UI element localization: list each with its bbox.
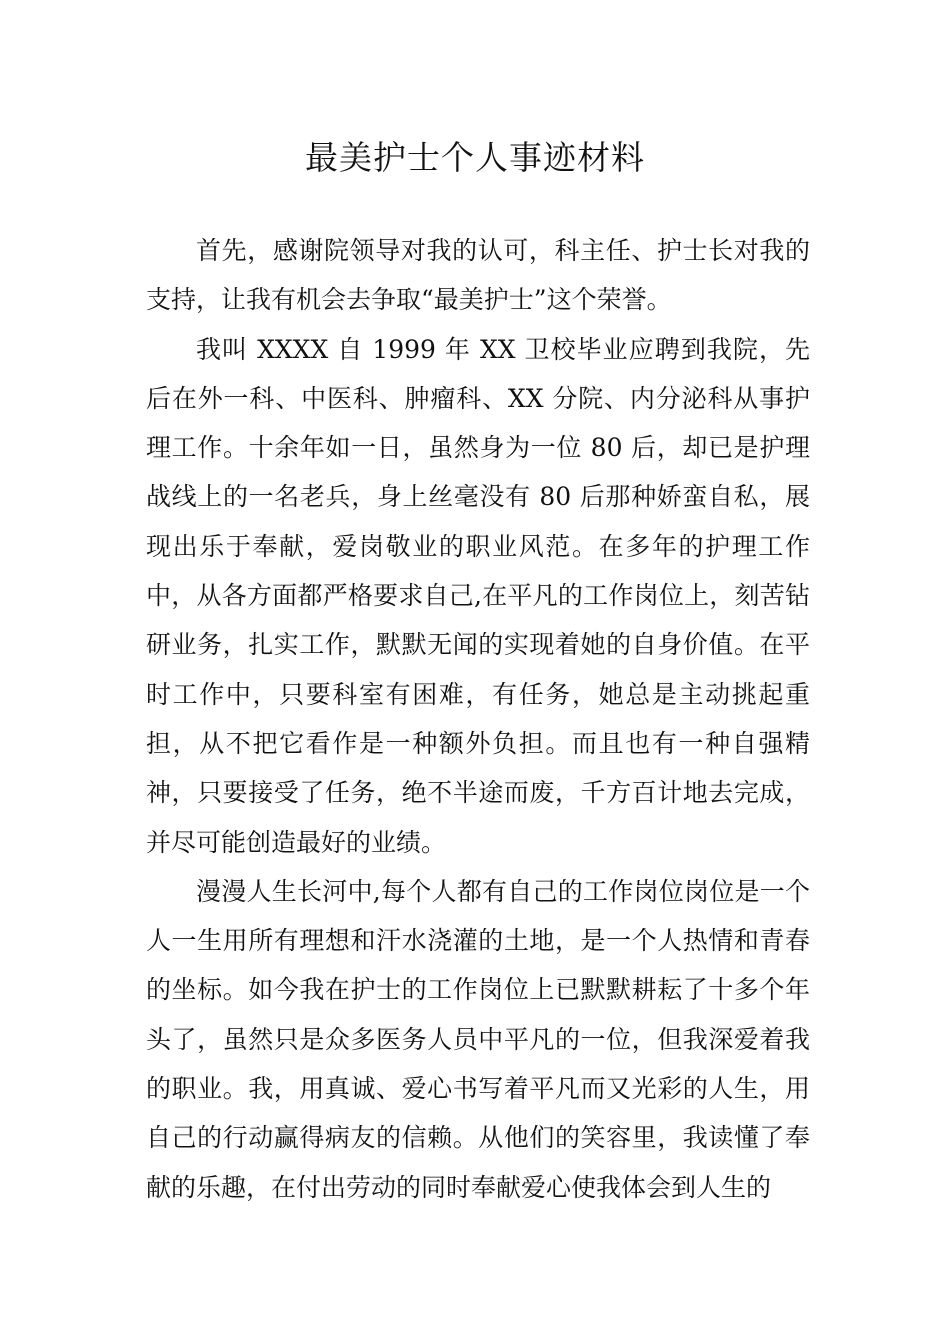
document-title: 最美护士个人事迹材料: [305, 138, 645, 177]
document-body: [146, 226, 810, 1212]
paragraph-2: 我叫 XXXX 自 1999 年 XX 卫校毕业应聘到我院，先后在外一科、中医科、肿瘤科、XX 分院、内分泌科从事护理工作。十余年如一日，虽然身为一位 80 后，却已是护理战线上的一名老兵，身上丝毫没有 80 后那种娇蛮自私，展现出乐于奉献，爱岗敬业的职业风范。在多年的护理工作中，从各方面都严格要求自己,在平凡的工作岗位上，刻苦钻研业务，扎实工作，默默无闻的实现着她的自身价值。在平时工作中，只要科室有困难，有任务，她总是主动挑起重担，从不把它看作是一种额外负担。而且也有一种自强精神，只要接受了任务，绝不半途而废，千方百计地去完成，并尽可能创造最好的业绩。: [146, 334, 810, 857]
paragraph-1: 首先，感谢院领导对我的认可，科主任、护士长对我的支持，让我有机会去争取“最美护士”这个荣誉。: [146, 236, 810, 315]
paragraph-3: 漫漫人生长河中,每个人都有自己的工作岗位岗位是一个人一生用所有理想和汗水浇灌的土地，是一个人热情和青春的坐标。如今我在护士的工作岗位上已默默耕耘了十多个年头了，虽然只是众多医务人员中平凡的一位，但我深爱着我的职业。我，用真诚、爱心书写着平凡而又光彩的人生，用自己的行动赢得病友的信赖。从他们的笑容里，我读懂了奉献的乐趣，在付出劳动的同时奉献爱心使我体会到人生的: [146, 876, 810, 1202]
